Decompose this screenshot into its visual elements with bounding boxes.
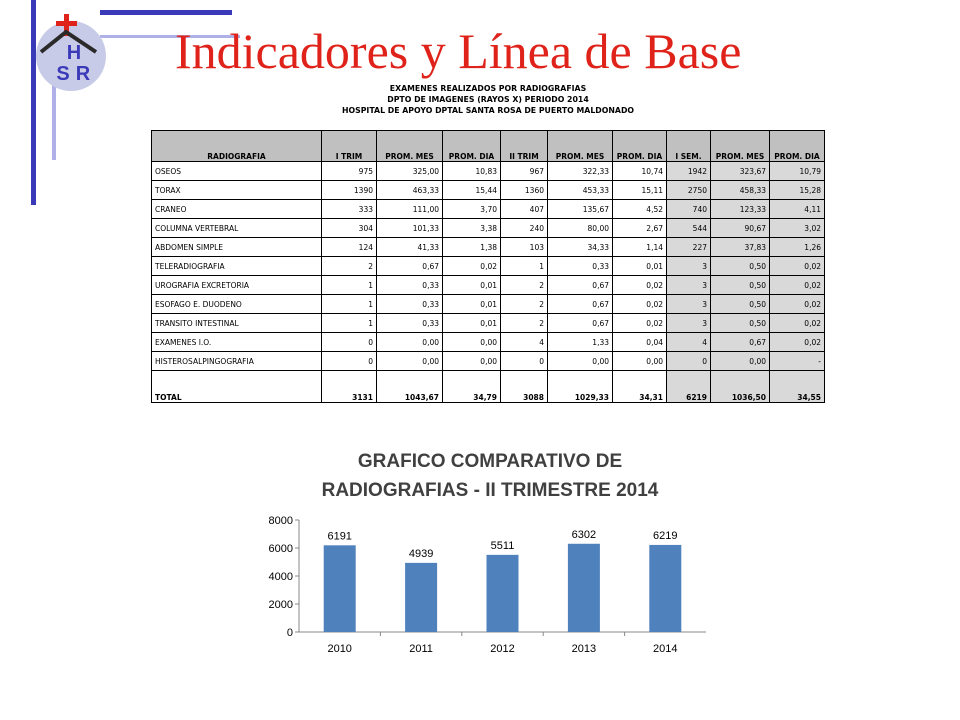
table-cell: 15,28: [770, 181, 825, 200]
table-cell: 1: [322, 276, 377, 295]
table-cell: 0,01: [443, 276, 501, 295]
table-cell: 90,67: [711, 219, 770, 238]
table-cell: 1360: [501, 181, 548, 200]
table-cell: 10,83: [443, 162, 501, 181]
table-cell: 1029,33: [548, 371, 613, 403]
table-cell: 1: [322, 295, 377, 314]
table-cell: 0,02: [770, 314, 825, 333]
table-cell: 4,11: [770, 200, 825, 219]
bar-data-label: 6302: [571, 528, 597, 541]
bar-data-label: 6219: [653, 529, 678, 542]
table-cell: -: [770, 352, 825, 371]
table-cell: 453,33: [548, 181, 613, 200]
row-label-cell: EXAMENES I.O.: [152, 333, 322, 352]
table-cell: 1: [501, 257, 548, 276]
table-cell: 124: [322, 238, 377, 257]
table-cell: 967: [501, 162, 548, 181]
table-cell: 101,33: [377, 219, 443, 238]
row-label-cell: TORAX: [152, 181, 322, 200]
table-cell: 111,00: [377, 200, 443, 219]
table-cell: 0,67: [548, 314, 613, 333]
row-label-cell: TOTAL: [152, 371, 322, 403]
table-cell: 0,02: [770, 257, 825, 276]
table-cell: 34,79: [443, 371, 501, 403]
x-tick-label: 2010: [327, 643, 352, 655]
table-cell: 0,02: [770, 276, 825, 295]
table-cell: 1036,50: [711, 371, 770, 403]
bar-data-label: 5511: [490, 539, 515, 552]
table-cell: 0,01: [443, 314, 501, 333]
table-cell: 0,02: [770, 295, 825, 314]
table-cell: 15,44: [443, 181, 501, 200]
table-cell: 0,50: [711, 314, 770, 333]
bar-data-label: 4939: [408, 547, 434, 560]
table-cell: 0,50: [711, 276, 770, 295]
table-cell: 2: [501, 276, 548, 295]
table-row: [152, 181, 825, 200]
column-header: RADIOGRAFIA: [152, 131, 322, 162]
y-tick-label: 0: [286, 627, 293, 639]
table-cell: 3: [667, 257, 711, 276]
table-cell: 1,14: [613, 238, 667, 257]
table-cell: 0,67: [377, 257, 443, 276]
table-cell: 407: [501, 200, 548, 219]
decorative-horizontal-bar: [100, 10, 232, 15]
table-cell: 304: [322, 219, 377, 238]
column-header: PROM. DIA: [443, 131, 501, 162]
table-cell: 0,33: [377, 276, 443, 295]
row-label-cell: ABDOMEN SIMPLE: [152, 238, 322, 257]
table-cell: 4: [501, 333, 548, 352]
logo-letter-h: H: [66, 42, 82, 64]
bar-data-label: 6191: [327, 530, 352, 543]
table-cell: 333: [322, 200, 377, 219]
table-cell: 34,33: [548, 238, 613, 257]
hospital-logo: [30, 12, 112, 94]
logo-letter-s: S: [56, 63, 70, 85]
table-cell: 4: [667, 333, 711, 352]
chart-bar: [568, 544, 600, 632]
chart-bar: [324, 545, 356, 632]
table-cell: 6219: [667, 371, 711, 403]
table-cell: 1,26: [770, 238, 825, 257]
row-label-cell: HISTEROSALPINGOGRAFIA: [152, 352, 322, 371]
table-row: [152, 314, 825, 333]
table-row: [152, 200, 825, 219]
table-cell: 0,00: [377, 333, 443, 352]
x-tick-label: 2012: [490, 643, 515, 655]
table-cell: 41,33: [377, 238, 443, 257]
table-cell: 3: [667, 276, 711, 295]
row-label-cell: OSEOS: [152, 162, 322, 181]
table-cell: 1,38: [443, 238, 501, 257]
table-cell: 0,67: [548, 295, 613, 314]
x-tick-label: 2014: [653, 643, 678, 655]
table-cell: 0: [322, 352, 377, 371]
row-label-cell: UROGRAFIA EXCRETORIA: [152, 276, 322, 295]
table-cell: 0,00: [443, 333, 501, 352]
y-tick-label: 4000: [268, 571, 293, 583]
chart-bar: [649, 545, 681, 632]
table-cell: 0,02: [613, 295, 667, 314]
table-cell: 975: [322, 162, 377, 181]
table-cell: 1: [322, 314, 377, 333]
table-total-row: [152, 371, 825, 403]
table-cell: 0,67: [548, 276, 613, 295]
table-caption: [152, 83, 824, 116]
column-header: PROM. DIA: [770, 131, 825, 162]
chart-title-line: GRAFICO COMPARATIVO DE: [357, 451, 623, 472]
table-cell: 34,55: [770, 371, 825, 403]
table-cell: 1942: [667, 162, 711, 181]
table-row: [152, 238, 825, 257]
table-cell: 34,31: [613, 371, 667, 403]
table-cell: 3,70: [443, 200, 501, 219]
table-cell: 0,33: [548, 257, 613, 276]
table-cell: 0,00: [711, 352, 770, 371]
table-cell: 0,33: [377, 295, 443, 314]
column-header: I TRIM: [322, 131, 377, 162]
table-cell: 0: [667, 352, 711, 371]
table-cell: 0: [322, 333, 377, 352]
table-cell: 0,02: [770, 333, 825, 352]
table-row: [152, 276, 825, 295]
column-header: PROM. DIA: [613, 131, 667, 162]
table-cell: 544: [667, 219, 711, 238]
table-cell: 3088: [501, 371, 548, 403]
table-cell: 240: [501, 219, 548, 238]
caption-line: DPTO DE IMAGENES (RAYOS X) PERIODO 2014: [387, 95, 589, 104]
table-cell: 1043,67: [377, 371, 443, 403]
table-cell: 3131: [322, 371, 377, 403]
table-cell: 15,11: [613, 181, 667, 200]
table-cell: 0,02: [443, 257, 501, 276]
row-label-cell: CRANEO: [152, 200, 322, 219]
column-header: PROM. MES: [377, 131, 443, 162]
table-cell: 0,50: [711, 295, 770, 314]
column-header: I SEM.: [667, 131, 711, 162]
radiography-table: [151, 130, 825, 403]
slide-title: Indicadores y Línea de Base: [175, 23, 742, 79]
x-tick-label: 2011: [409, 643, 433, 655]
table-cell: 37,83: [711, 238, 770, 257]
caption-line: EXAMENES REALIZADOS POR RADIOGRAFIAS: [389, 84, 587, 93]
table-cell: 0,02: [613, 314, 667, 333]
row-label-cell: COLUMNA VERTEBRAL: [152, 219, 322, 238]
logo-letter-r: R: [75, 63, 91, 85]
table-cell: 3,38: [443, 219, 501, 238]
comparison-bar-chart: [250, 440, 720, 665]
table-row: [152, 219, 825, 238]
table-cell: 0,33: [377, 314, 443, 333]
table-row: [152, 162, 825, 181]
table-cell: 0: [501, 352, 548, 371]
table-cell: 135,67: [548, 200, 613, 219]
table-cell: 458,33: [711, 181, 770, 200]
table-cell: 3: [667, 314, 711, 333]
table-cell: 323,67: [711, 162, 770, 181]
table-cell: 10,74: [613, 162, 667, 181]
table-cell: 1390: [322, 181, 377, 200]
row-label-cell: ESOFAGO E. DUODENO: [152, 295, 322, 314]
chart-bar: [487, 555, 519, 632]
table-cell: 0,04: [613, 333, 667, 352]
table-cell: 0,00: [377, 352, 443, 371]
y-tick-label: 8000: [268, 515, 293, 527]
table-cell: 1,33: [548, 333, 613, 352]
table-cell: 740: [667, 200, 711, 219]
column-header: II TRIM: [501, 131, 548, 162]
table-cell: 0,50: [711, 257, 770, 276]
table-cell: 227: [667, 238, 711, 257]
chart-title-line: RADIOGRAFIAS - II TRIMESTRE 2014: [321, 480, 659, 501]
table-cell: 2,67: [613, 219, 667, 238]
table-cell: 463,33: [377, 181, 443, 200]
table-row: [152, 352, 825, 371]
table-row: [152, 295, 825, 314]
table-cell: 3,02: [770, 219, 825, 238]
table-cell: 0,00: [613, 352, 667, 371]
table-cell: 80,00: [548, 219, 613, 238]
table-cell: 0,67: [711, 333, 770, 352]
table-cell: 103: [501, 238, 548, 257]
table-cell: 123,33: [711, 200, 770, 219]
x-tick-label: 2013: [571, 643, 597, 655]
column-header: PROM. MES: [548, 131, 613, 162]
table-header-row: [152, 131, 825, 162]
table-cell: 2: [501, 295, 548, 314]
chart-bar: [405, 563, 437, 632]
table-cell: 4,52: [613, 200, 667, 219]
table-cell: 322,33: [548, 162, 613, 181]
y-tick-label: 6000: [268, 543, 293, 555]
y-tick-label: 2000: [268, 599, 293, 611]
table-cell: 3: [667, 295, 711, 314]
row-label-cell: TELERADIOGRAFIA: [152, 257, 322, 276]
table-cell: 2750: [667, 181, 711, 200]
table-cell: 0,02: [613, 276, 667, 295]
table-cell: 325,00: [377, 162, 443, 181]
table-cell: 0,01: [613, 257, 667, 276]
table-cell: 0,01: [443, 295, 501, 314]
caption-line: HOSPITAL DE APOYO DPTAL SANTA ROSA DE PUERTO MALDONADO: [341, 106, 635, 115]
table-row: [152, 333, 825, 352]
table-cell: 10,79: [770, 162, 825, 181]
table-row: [152, 257, 825, 276]
table-cell: 0,00: [443, 352, 501, 371]
row-label-cell: TRANSITO INTESTINAL: [152, 314, 322, 333]
cross-icon-horizontal: [56, 21, 77, 26]
table-cell: 2: [501, 314, 548, 333]
column-header: PROM. MES: [711, 131, 770, 162]
table-cell: 2: [322, 257, 377, 276]
table-cell: 0,00: [548, 352, 613, 371]
